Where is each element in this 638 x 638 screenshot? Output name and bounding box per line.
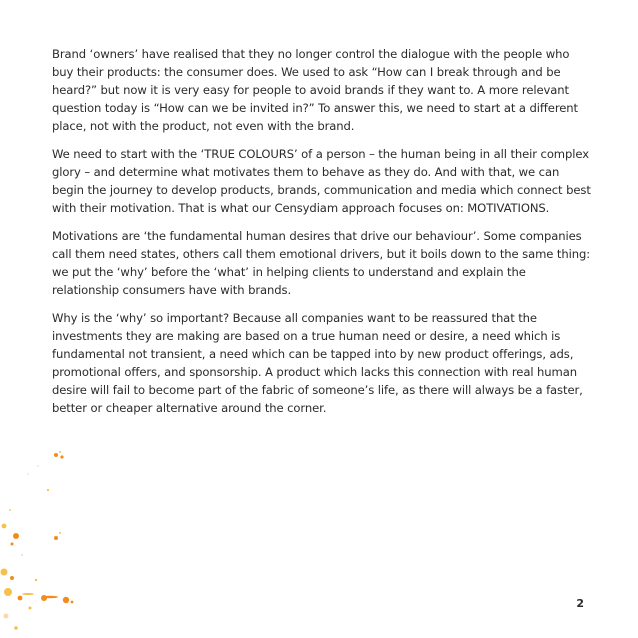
paragraph-3: Motivations are ‘the fundamental human desires that drive our behaviour’. Some companies call them need states, others call them emotional drivers, but it boils down to the same thing: we put the ‘why’ before the ‘what’ in helping clients to understand and explain the relationship consumers have with brands. bbox=[52, 229, 591, 297]
paragraph-2: We need to start with the ‘TRUE COLOURS’ of a person – the human being in all their complex glory – and determine what motivates them to behave as they do. And with that, we can begin the journey to develop products, brands, communication and media which connect best with their motivation. That is what our Censydiam approach focuses on: MOTIVATIONS. bbox=[52, 147, 591, 215]
paragraph-1: Brand ‘owners’ have realised that they no longer control the dialogue with the people who buy their products: the consumer does. We used to ask “How can I break through and be heard?” but now it is very easy for people to avoid brands if they want to. A more relevant question today is “How can we be invited in?” To answer this, we need to start at a different place, not with the product, not even with the brand. bbox=[52, 47, 578, 133]
page-number: 2 bbox=[576, 597, 584, 610]
body-text bbox=[52, 45, 592, 427]
splatter-dots bbox=[1, 451, 74, 630]
paint-splatter-decoration bbox=[0, 430, 120, 638]
paragraph-4: Why is the ‘why’ so important? Because all companies want to be reassured that the investments they are making are based on a true human need or desire, a need which is fundamental not transient, a need which can be tapped into by new product offerings, ads, promotional offers, and sponsorship. A product which lacks this connection with real human desire will fail to become part of the fabric of someone’s life, as there will always be a faster, better or cheaper alternative around the corner. bbox=[52, 311, 583, 415]
